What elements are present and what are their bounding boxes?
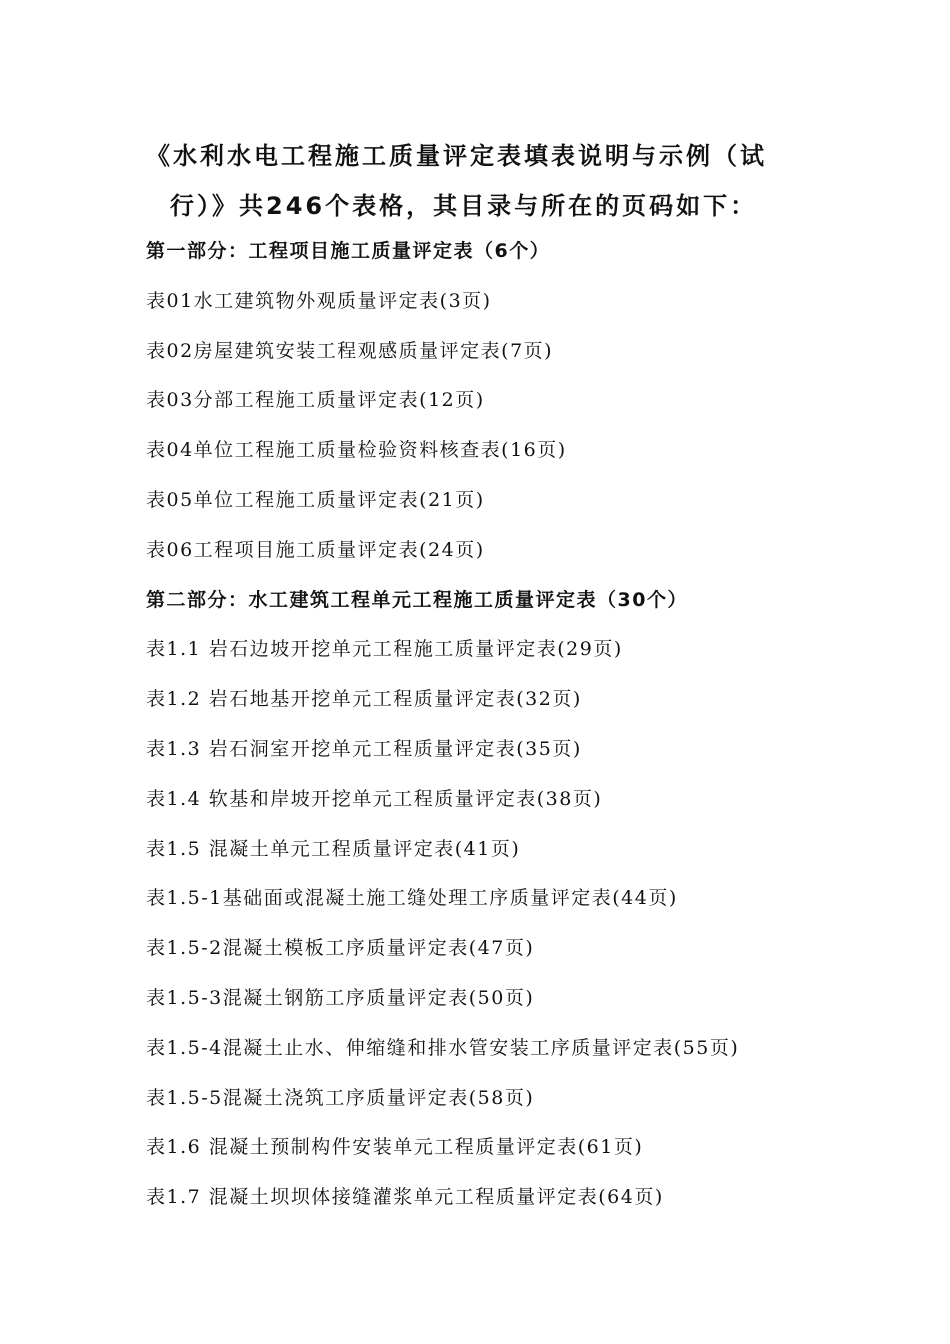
toc-entry: 表1.7 混凝土坝坝体接缝灌浆单元工程质量评定表(64页) bbox=[146, 1186, 664, 1209]
toc-entry: 表1.5-4混凝土止水、伸缩缝和排水管安装工序质量评定表(55页) bbox=[146, 1036, 740, 1059]
toc-entry: 表1.2 岩石地基开挖单元工程质量评定表(32页) bbox=[146, 688, 582, 711]
toc-entry: 表03分部工程施工质量评定表(12页) bbox=[146, 389, 485, 412]
toc-entry: 表06工程项目施工质量评定表(24页) bbox=[146, 538, 485, 561]
toc-entry: 表1.5 混凝土单元工程质量评定表(41页) bbox=[146, 837, 521, 860]
toc-entry: 表1.6 混凝土预制构件安装单元工程质量评定表(61页) bbox=[146, 1136, 644, 1159]
toc-entry: 表1.5-5混凝土浇筑工序质量评定表(58页) bbox=[146, 1086, 535, 1109]
toc-entry: 表1.1 岩石边坡开挖单元工程施工质量评定表(29页) bbox=[146, 638, 623, 661]
toc-entry: 表1.4 软基和岸坡开挖单元工程质量评定表(38页) bbox=[146, 787, 603, 810]
toc-section-heading: 第一部分：工程项目施工质量评定表（6个） bbox=[146, 240, 551, 262]
table-of-contents bbox=[146, 234, 906, 1230]
toc-section-heading: 第二部分：水工建筑工程单元工程施工质量评定表（30个） bbox=[146, 588, 688, 611]
toc-entry: 表1.5-2混凝土模板工序质量评定表(47页) bbox=[146, 937, 535, 960]
toc-entry: 表01水工建筑物外观质量评定表(3页) bbox=[146, 289, 492, 312]
document-title-line-1: 《水利水电工程施工质量评定表填表说明与示例（试 bbox=[146, 142, 767, 170]
toc-entry: 表02房屋建筑安装工程观感质量评定表(7页) bbox=[146, 339, 554, 362]
toc-entry: 表04单位工程施工质量检验资料核查表(16页) bbox=[146, 439, 567, 462]
toc-entry: 表05单位工程施工质量评定表(21页) bbox=[146, 488, 485, 511]
document-title-line-2: 行）》共246个表格，其目录与所在的页码如下： bbox=[170, 192, 758, 220]
toc-entry: 表1.5-1基础面或混凝土施工缝处理工序质量评定表(44页) bbox=[146, 887, 678, 910]
toc-entry: 表1.3 岩石洞室开挖单元工程质量评定表(35页) bbox=[146, 737, 582, 760]
toc-entry: 表1.5-3混凝土钢筋工序质量评定表(50页) bbox=[146, 986, 535, 1009]
